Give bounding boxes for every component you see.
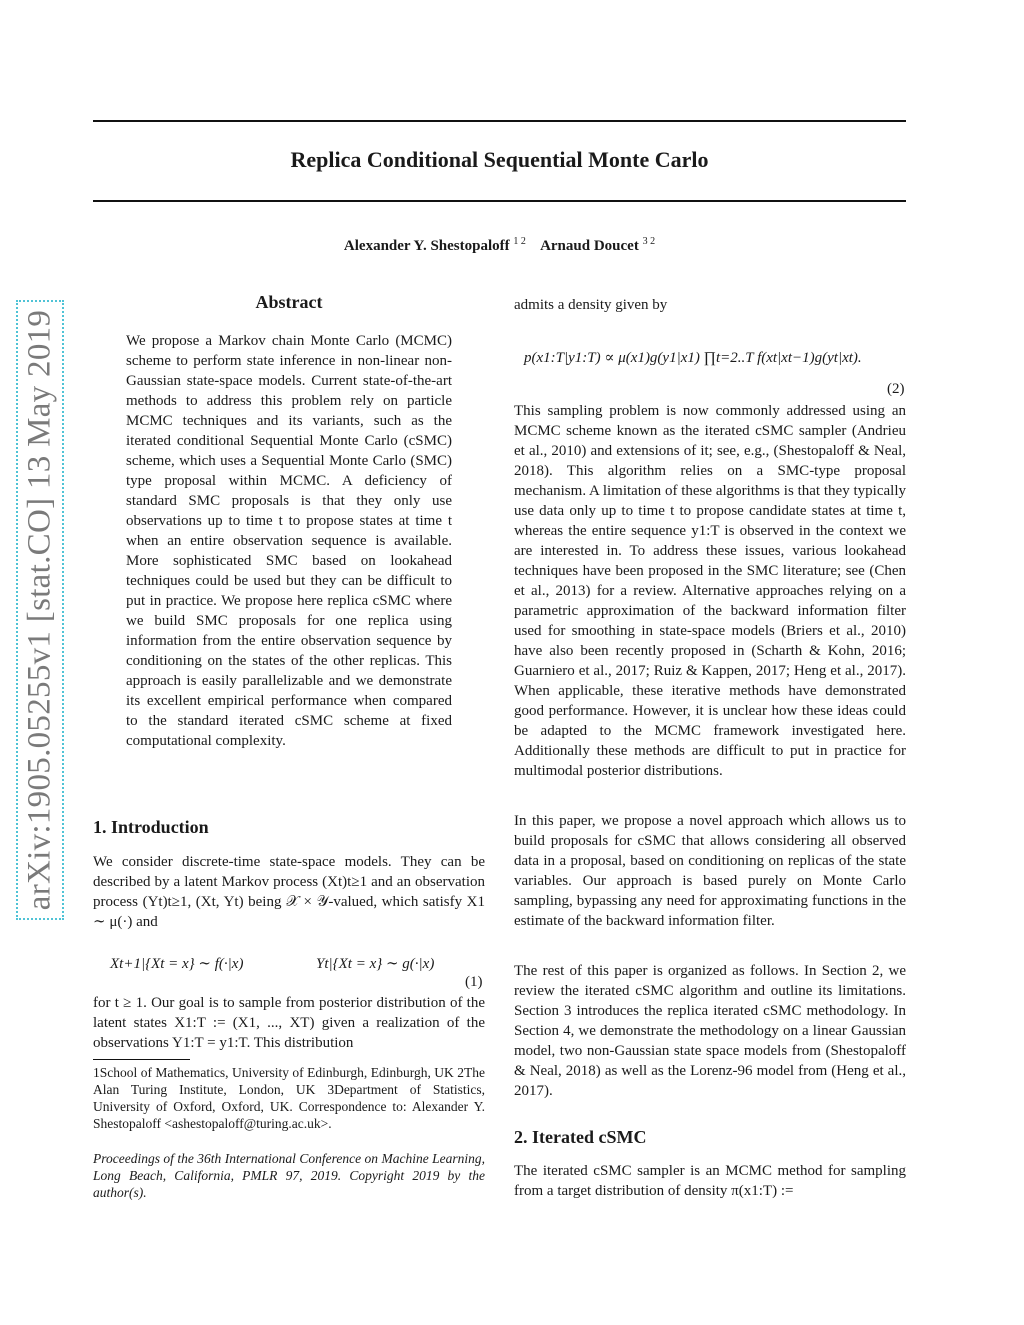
right-p2-text: In this paper, we propose a novel approach which allows us to build proposals for cSMC that allows considering all observed data in a proposal, based on conditioning on replicas of the state variables. Our approach is based purely on Monte Carlo sampling, bypassing any need for approximating functions in the estimate of the backward information filter. [514, 813, 906, 929]
right-paragraph-2 [514, 811, 906, 931]
arxiv-stamp[interactable] [16, 300, 64, 920]
proceedings-text: Proceedings of the 36th International Conference on Machine Learning, Long Beach, California, PMLR 97, 2019. Copyright 2019 by the author(s). [93, 1151, 485, 1200]
proceedings-note [93, 1150, 485, 1201]
right-intro-line [514, 295, 906, 315]
equation-1-right: Yt|{Xt = x} ∼ g(·|x) [316, 956, 435, 972]
equation-1-number: (1) [465, 974, 483, 990]
section-1-heading: 1. Introduction [93, 817, 209, 837]
equation-2-number: (2) [887, 381, 905, 397]
right-paragraph-3 [514, 961, 906, 1101]
intro-paragraph-1 [93, 852, 485, 932]
intro-paragraph-2 [93, 993, 485, 1053]
paper-title: Replica Conditional Sequential Monte Carlo [290, 147, 709, 172]
author-1: Alexander Y. Shestopaloff [343, 238, 510, 254]
abstract-text: We propose a Markov chain Monte Carlo (MCMC) scheme to perform state inference in non-linear non-Gaussian state-space models. Current state-of-the-art methods to address this problem rely on particle MCMC techniques and its variants, such as the iterated conditional Sequential Monte Carlo (cSMC) scheme, which uses a Sequential Monte Carlo (SMC) type proposal within MCMC. A deficiency of standard SMC proposals is that they only use observations up to time t to propose states at time t when an entire observation sequence is available. More sophisticated SMC based on lookahead techniques could be used but they can be difficult to put in practice. We propose here replica cSMC where we build SMC proposals for one replica using information from the entire observation sequence by conditioning on the states of the other replicas. This approach is easily parallelizable and we demonstrate its excellent empirical performance when compared to the standard iterated cSMC scheme at fixed computational complexity. [126, 333, 452, 749]
right-p3-text: The rest of this paper is organized as follows. In Section 2, we review the iterated cSMC algorithm and outline its limitations. Section 3 introduces the replica iterated cSMC methodology. In Section 4, we demonstrate the methodology on a linear Gaussian model, two non-Gaussian state space models from (Shestopaloff & Neal, 2018) as well as the Lorenz-96 model from (Heng et al., 2017). [514, 963, 906, 1099]
author-2-affiliation: 3 2 [642, 236, 656, 247]
arxiv-stamp-text: arXiv:1905.05255v1 [stat.CO] 13 May 2019 [21, 309, 58, 911]
footnote-rule [93, 1059, 190, 1060]
right-paragraph-1 [514, 401, 906, 781]
section-2-heading: 2. Iterated cSMC [514, 1127, 647, 1147]
intro-p1-text: We consider discrete-time state-space models. They can be described by a latent Markov process (Xt)t≥1 and an observation process (Yt)t≥1, (Xt, Yt) being 𝒳 × 𝒴-valued, which satisfy X1 ∼ μ(·) and [93, 854, 485, 930]
author-1-affiliation: 1 2 [513, 236, 526, 247]
author-line [93, 236, 906, 255]
intro-p2-text: for t ≥ 1. Our goal is to sample from posterior distribution of the latent states X1:T := (X1, ..., XT) given a realization of the observations Y1:T = y1:T. This distribution [93, 995, 485, 1051]
affiliation-footnote: 1School of Mathematics, University of Edinburgh, Edinburgh, UK 2The Alan Turing Institute, London, UK 3Department of Statistics, University of Oxford, Oxford, UK. Correspondence to: Alexander Y. Shestopaloff <ashestopaloff@turing.ac.uk>. [93, 1065, 485, 1131]
top-rule [93, 120, 906, 122]
title-bottom-rule [93, 200, 906, 202]
abstract-heading: Abstract [255, 292, 323, 312]
right-p0-text: admits a density given by [514, 297, 668, 313]
equation-1-left: Xt+1|{Xt = x} ∼ f(·|x) [110, 956, 244, 972]
equation-2: p(x1:T|y1:T) ∝ μ(x1)g(y1|x1) ∏t=2..T f(xt|xt−1)g(yt|xt). [524, 350, 862, 366]
right-p4-text: The iterated cSMC sampler is an MCMC method for sampling from a target distribution of density π(x1:T) := [514, 1163, 906, 1199]
right-p1-text: This sampling problem is now commonly addressed using an MCMC scheme known as the iterated cSMC sampler (Andrieu et al., 2010) and extensions of it; see, e.g., (Shestopaloff & Neal, 2018). This algorithm relies on a SMC-type proposal mechanism. A limitation of these algorithms is that they typically use data only up to time t to propose candidate states at time t, whereas the entire sequence y1:T is observed in the context we are interested in. To address these issues, various lookahead techniques have been proposed in the SMC literature; see (Chen et al., 2013) for a review. Alternative approaches relying on a parametric approximation of the backward information filter used for smoothing in state-space models (Briers et al., 2010) have also been recently proposed in (Scharth & Kohn, 2016; Guarniero et al., 2017; Ruiz & Kappen, 2017; Heng et al., 2017). When applicable, these iterative methods have demonstrated good performance. However, it is unclear how these ideas could be adapted to the MCMC framework investigated here. Additionally these methods are difficult to put in practice for multimodal posterior distributions. [514, 403, 906, 779]
right-paragraph-4 [514, 1161, 906, 1201]
author-2: Arnaud Doucet [540, 238, 639, 254]
